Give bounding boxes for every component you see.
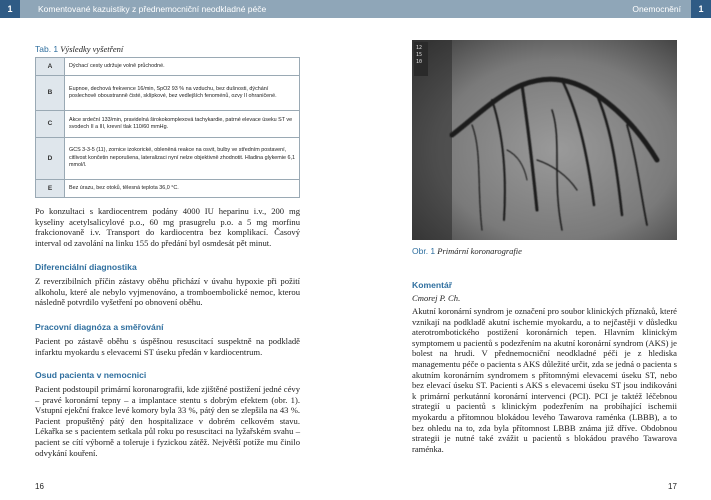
row-key: E [36,180,65,198]
chapter-number-left: 1 [0,0,20,18]
comment-author: Cmorej P. Ch. [412,293,461,303]
table-row [36,76,300,111]
page-number-right: 17 [668,482,677,491]
row-key: A [36,58,65,76]
running-header-left [0,0,356,18]
paragraph-differential: Z reverzibilních příčin zástavy oběhu přichází v úvahu hypoxie při požití alkoholu, které ale nebylo vyjmenováno, a tromboembolické nemoc, kterou následně potvrdilo vyšetření po obnovení oběhu. [35,276,300,308]
row-key: C [36,111,65,138]
paragraph-diagnosis: Pacient po zástavě oběhu s úspěšnou resuscitací suspektně na podkladě infarktu myokardu s elevacemi ST úseku předán v kardiocentrum. [35,336,300,357]
figure-title: Primární koronarografie [437,246,522,256]
table-label: Tab. 1 [35,44,59,54]
table-title: Výsledky vyšetření [60,44,124,54]
row-text: Bez úrazu, bez otoků, tělesná teplota 36,0 °C. [65,180,300,198]
figure-caption [412,246,522,256]
svg-text:15: 15 [416,52,423,58]
section-title: Onemocnění [632,4,681,14]
angiography-image [412,40,677,240]
row-text: Akce srdeční 133/min, pravidelná širokokomplexová tachykardie, patrné elevace úseku ST ve svodech II a III, krevní tlak 110/60 mmHg. [65,111,300,138]
heading-comment: Komentář [412,280,453,290]
table-row [36,111,300,138]
table-row [36,180,300,198]
page-number-left: 16 [35,482,44,491]
heading-hospital: Osud pacienta v nemocnici [35,370,147,380]
row-text: Dýchací cesty udržuje volně průchodné. [65,58,300,76]
svg-text:12: 12 [416,45,423,51]
paragraph-treatment: Po konzultaci s kardiocentrem podány 4000 IU heparinu i.v., 200 mg kyseliny acetylsalicylové p.o., 60 mg prasugrelu p.o. a 5 mg morfinu frakcionovaně i.v. Transport do kardiocentra bez komplikací. Časový interval od zavolání na linku 155 do předání byl osmdesát pět minut. [35,206,300,248]
figure-label: Obr. 1 [412,246,436,256]
row-text: Eupnoe, dechová frekvence 16/min, SpO2 93 % na vzduchu, bez dušnosti, dýchání poslechově oboustranně čisté, sklípkové, bez vedlejších fenoménů, ozvy II ohraničené. [65,76,300,111]
table-caption [35,44,123,54]
row-key: B [36,76,65,111]
heading-differential: Diferenciální diagnostika [35,262,137,272]
chapter-number-right: 1 [691,0,711,18]
table-row [36,58,300,76]
heading-diagnosis: Pracovní diagnóza a směřování [35,322,164,332]
table-row [36,138,300,180]
book-title: Komentované kazuistiky z přednemocniční neodkladné péče [38,4,267,14]
results-table [35,57,300,198]
svg-text:10: 10 [416,59,423,65]
paragraph-hospital: Pacient podstoupil primární koronarografii, kde zjištěné postižení jedné cévy – pravé koronární tepny – a implantace stentu s dobrým efektem (obr. 1). Vstupní ejekční frakce levé komory byla 33 %, pátý den se zlepšila na 43 %. Pacient propuštěný pátý den hospitalizace v dobrém celkovém stavu. Lékařka se s pacientem setkala půl roku po resuscitaci na lyžařském svahu – pacient se cítí výborně a toleruje i fyzickou zátěž. Největší potíže mu činilo odvykání kouření. [35,384,300,458]
row-key: D [36,138,65,180]
paragraph-comment: Akutní koronární syndrom je označení pro soubor klinických příznaků, které vznikají na podkladě akutní ischemie myokardu, a to nejčastěji v důsledku aterotrombotického postižení koronárních tepen. Hlavním klinickým symptomem u pacientů s podezřením na akutní koronární syndrom (AKS) je bolest na hrudi. V přednemocniční neodkladné péči je z hlediska managementu péče o pacienta s AKS důležité určit, zda se jedná o pacienta s akutním koronárním syndromem s přítomnými elevacemi úseku ST, nebo bez elevací úseku ST. Pacienti s AKS s elevacemi úseku ST jsou indikováni k primární perkutánní koronární intervenci (PCI). PCI je taktéž léčebnou strategií u pacientů s klinickým podezřením na probíhající ischemii myokardu a přítomnou blokádou levého Tawarova raménka (LBBB), a to bez ohledu na to, zda byla přítomnost LBBB známa již dříve. Obdobnou strategii je nutné také zvážit u pacientů s blokádou pravého Tawarova raménka. [412,306,677,454]
running-header-right [356,0,711,18]
row-text: GCS 3-3-5 (11), zornice izokorické, obleněná reakce na osvit, bulby ve středním postavení, citlivost končetin neporušena, lateralizaci nyní nelze objektivně zhodnotit. Hladina glykemie 6,1 mmol/l. [65,138,300,180]
